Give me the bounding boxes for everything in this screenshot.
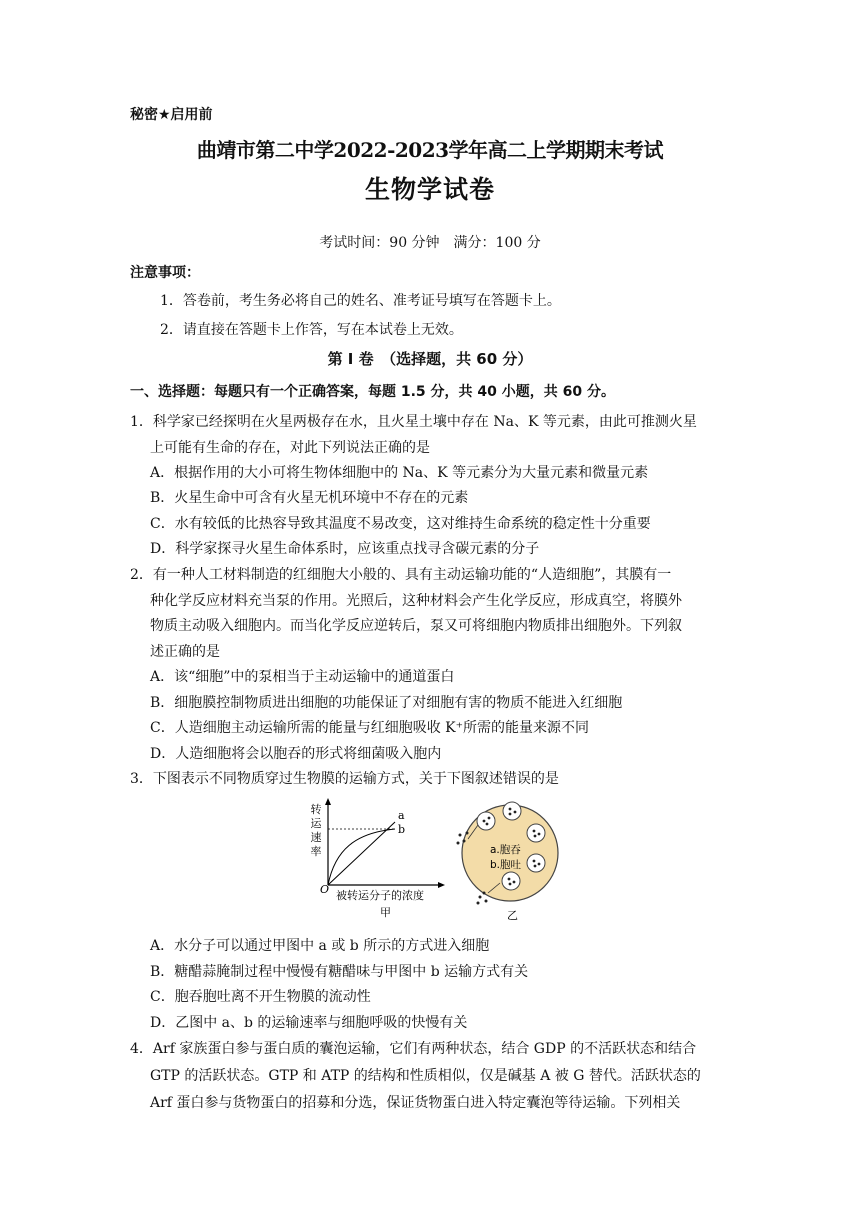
question-1-option-d: D．科学家探寻火星生命体系时，应该重点找寻含碳元素的分子 [150,541,540,557]
transport-figure [300,795,560,925]
question-1-option-a: A．根据作用的大小可将生物体细胞中的 Na、K 等元素分为大量元素和微量元素 [150,465,649,481]
y-axis-arrow [325,798,331,805]
question-2-option-b: B．细胞膜控制物质进出细胞的功能保证了对细胞有害的物质不能进入红细胞 [150,695,623,711]
question-1-stem: 1．科学家已经探明在火星两极存在水，且火星土壤中存在 Na、K 等元素，由此可推测火星 [130,414,697,430]
curve-a [328,822,395,885]
notice-heading: 注意事项： [130,265,200,281]
exam-info: 考试时间：90 分钟 满分：100 分 [319,235,541,251]
section-heading: 一、选择题：每题只有一个正确答案，每题 1.5 分，共 40 小题，共 60 分。 [130,384,616,400]
figure-yi [457,802,559,922]
question-1-option-c: C．水有较低的比热容导致其温度不易改变，这对维持生命系统的稳定性十分重要 [150,516,651,532]
y-axis-label-1: 转 [310,803,322,816]
question-3-option-a: A．水分子可以通过甲图中 a 或 b 所示的方式进入细胞 [150,938,490,954]
question-3-stem: 3．下图表示不同物质穿过生物膜的运输方式，关于下图叙述错误的是 [130,771,559,787]
vesicle [477,812,495,830]
question-2-option-a: A．该“细胞”中的泵相当于主动运输中的通道蛋白 [150,669,455,685]
notice-item: 1．答卷前，考生务必将自己的姓名、准考证号填写在答题卡上。 [160,293,561,309]
y-axis-label-2: 运 [310,817,322,830]
question-3-option-c: C．胞吞胞吐离不开生物膜的流动性 [150,989,371,1005]
question-2-stem: 述正确的是 [150,644,220,660]
question-2-stem: 种化学反应材料充当泵的作用。光照后，这种材料会产生化学反应，形成真空，将膜外 [150,593,682,609]
vesicle [527,824,545,842]
y-axis-label-4: 率 [310,845,322,858]
question-3-option-d: D．乙图中 a、b 的运输速率与细胞呼吸的快慢有关 [150,1015,468,1031]
curve-b [328,829,395,885]
question-2-option-c: C．人造细胞主动运输所需的能量与红细胞吸收 K⁺所需的能量来源不同 [150,720,590,736]
curve-a-label: a [398,809,405,822]
figure-jia [311,798,446,919]
question-2-option-d: D．人造细胞将会以胞吞的形式将细菌吸入胞内 [150,746,442,762]
question-3-option-b: B．糖醋蒜腌制过程中慢慢有糖醋味与甲图中 b 运输方式有关 [150,964,529,980]
x-axis-arrow [438,882,445,888]
question-1-stem: 上可能有生命的存在，对此下列说法正确的是 [150,440,430,456]
caption-yi: 乙 [507,909,518,922]
exam-title: 曲靖市第二中学2022-2023学年高二上学期期末考试 [196,138,664,162]
question-2-stem: 物质主动吸入细胞内。而当化学反应逆转后，泵又可将细胞内物质排出细胞外。下列叙 [150,618,682,634]
question-4-stem: GTP 的活跃状态。GTP 和 ATP 的结构和性质相似，仅是碱基 A 被 G 替代。活跃状态的 [150,1068,701,1084]
question-4-stem: 4．Arf 家族蛋白参与蛋白质的囊泡运输，它们有两种状态，结合 GDP 的不活跃状态和结合 [130,1041,697,1057]
vesicle [527,854,545,872]
vesicle [503,802,521,820]
question-4-stem: Arf 蛋白参与货物蛋白的招募和分选，保证货物蛋白进入特定囊泡等待运输。下列相关 [150,1095,681,1111]
label-endocytosis: a.胞吞 [490,844,521,856]
secret-mark: 秘密★启用前 [130,107,213,123]
question-2-stem: 2．有一种人工材料制造的红细胞大小般的、具有主动运输功能的“人造细胞”，其膜有一 [130,567,672,583]
origin-label: O [320,883,330,896]
vesicle [502,872,520,890]
exam-subtitle: 生物学试卷 [364,175,495,204]
caption-jia: 甲 [380,906,391,919]
question-1-option-b: B．火星生命中可含有火星无机环境中不存在的元素 [150,490,469,506]
x-axis-label: 被转运分子的浓度 [336,889,424,902]
curve-b-label: b [398,823,406,836]
y-axis-label-3: 速 [310,831,322,844]
label-exocytosis: b.胞吐 [490,859,522,871]
notice-item: 2．请直接在答题卡上作答，写在本试卷上无效。 [160,322,463,338]
part-heading: 第 I 卷 （选择题，共 60 分） [327,350,533,368]
